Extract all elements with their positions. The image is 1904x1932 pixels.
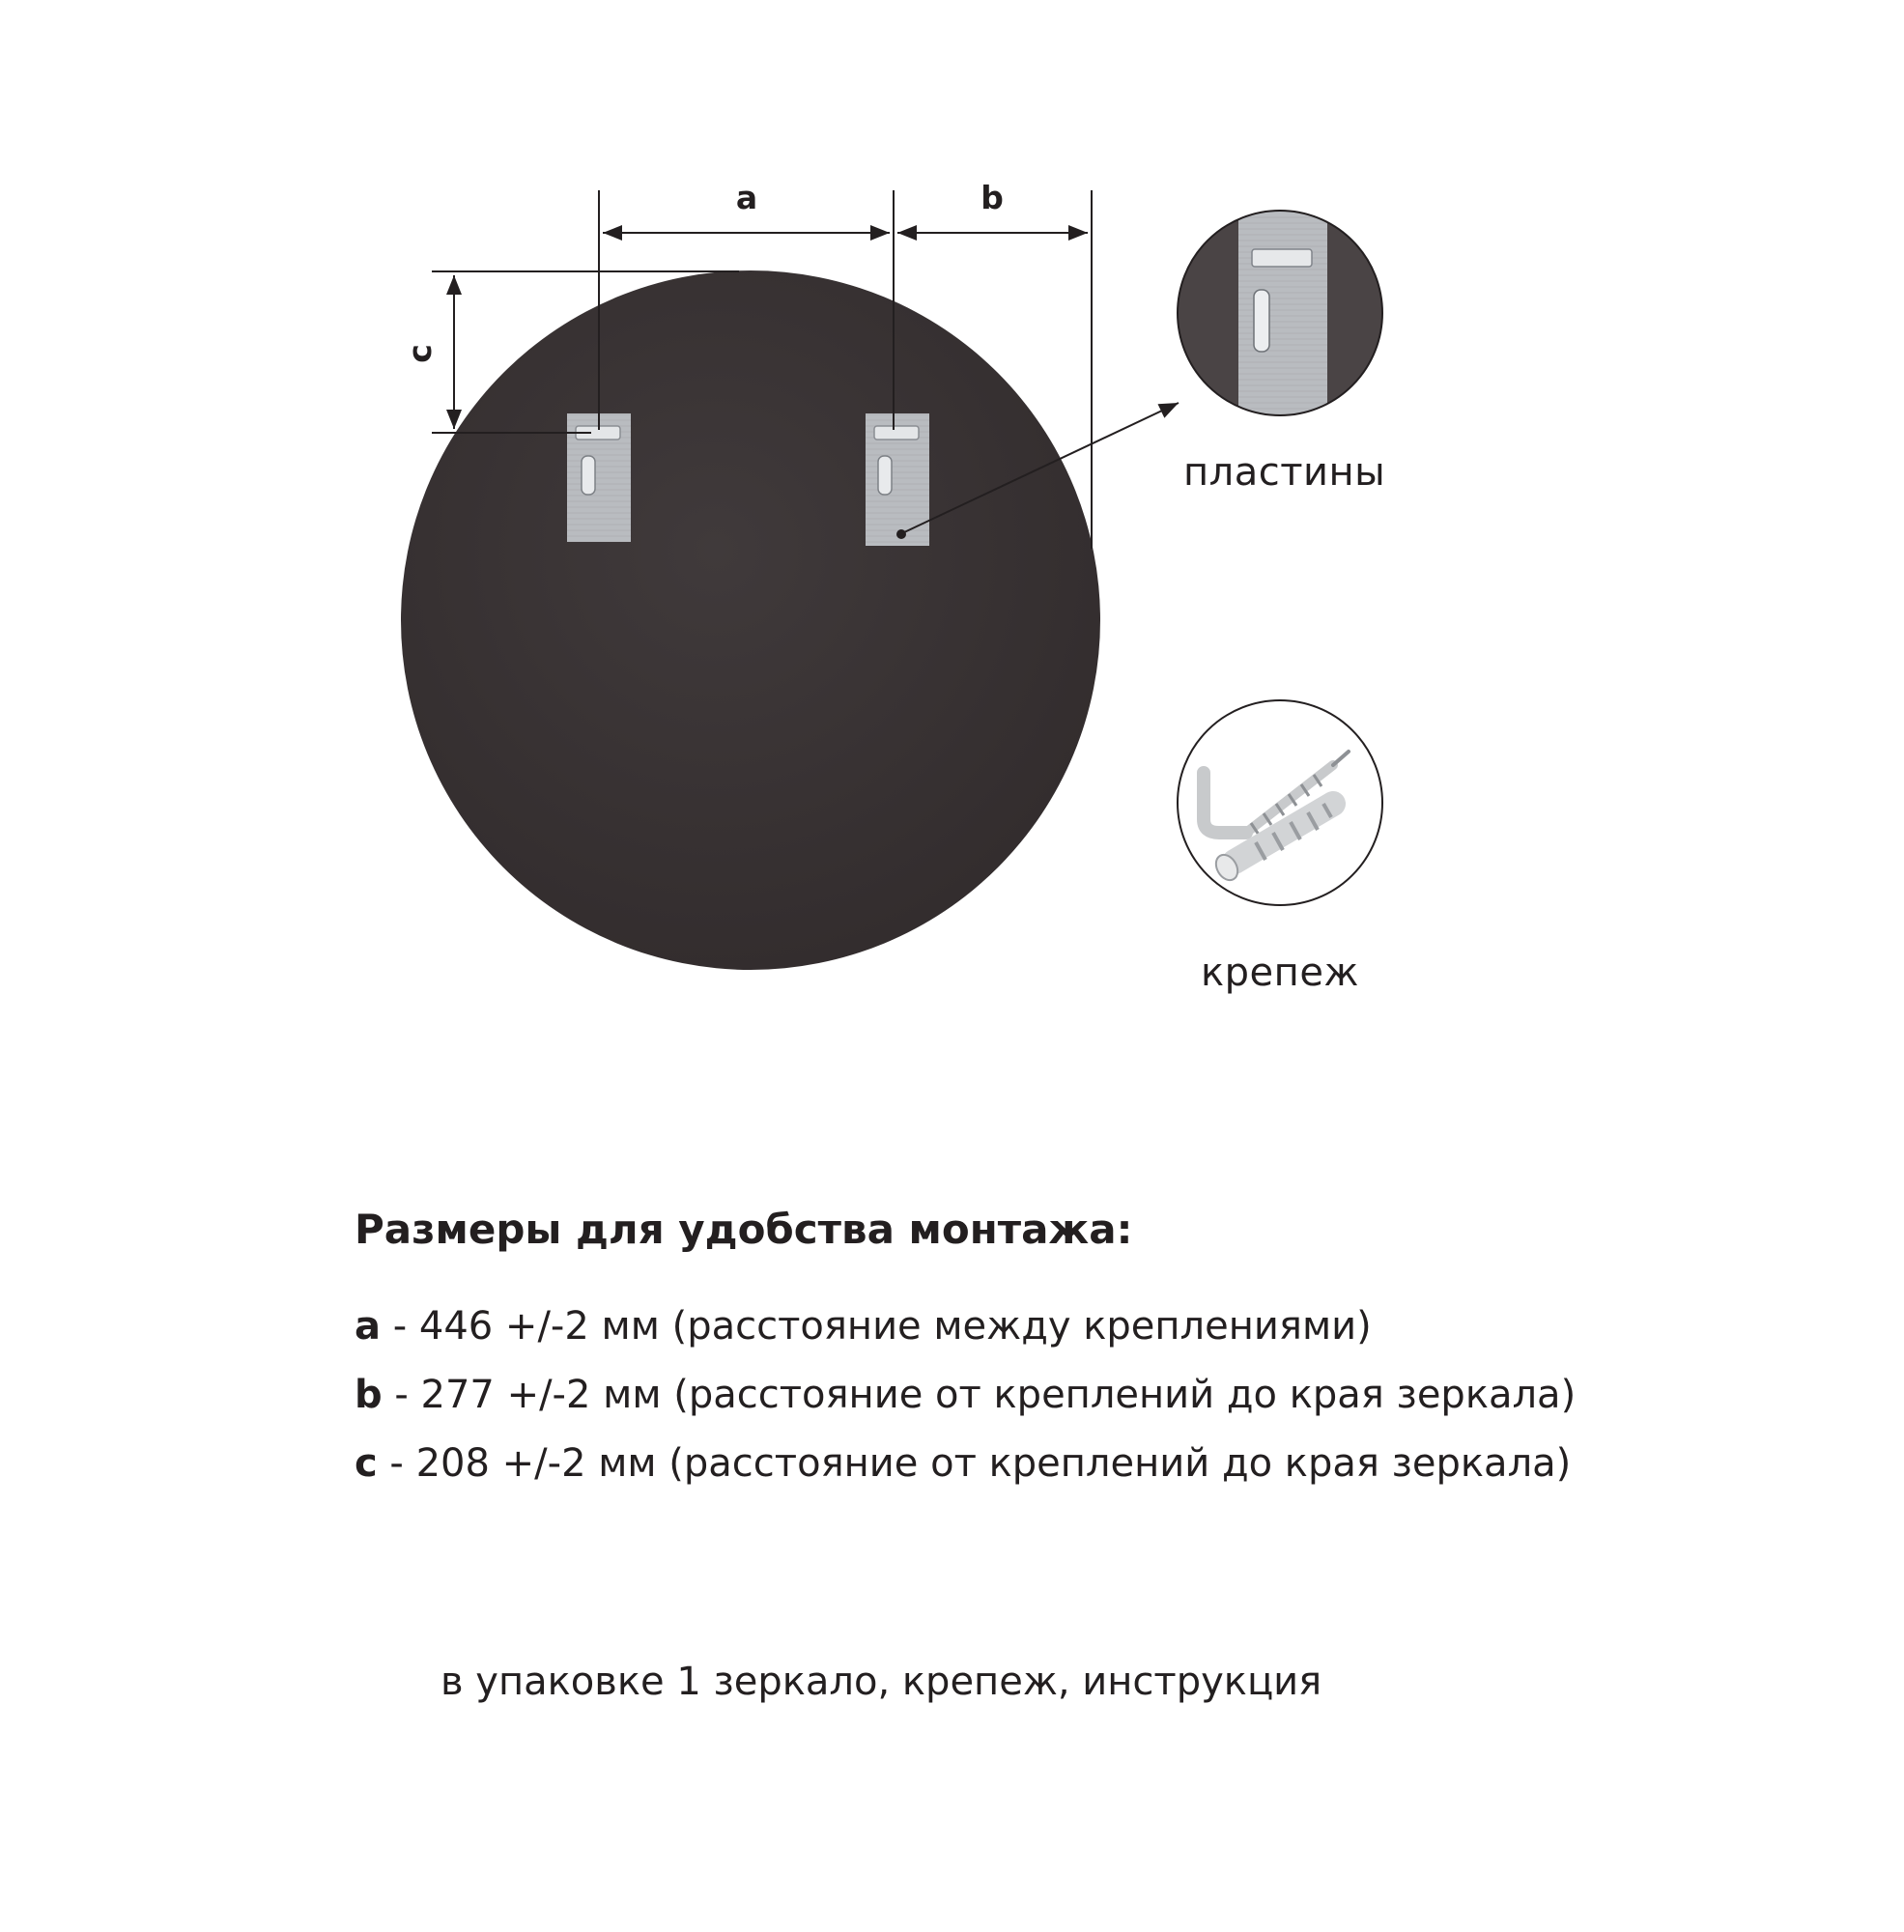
spec-b-text: - 277 +/-2 мм (расстояние от креплений до края зеркала)	[382, 1373, 1577, 1417]
plates-caption: пластины	[1183, 450, 1386, 495]
spec-b-letter: b	[355, 1373, 383, 1417]
spec-c-text: - 208 +/-2 мм (расстояние от креплений до края зеркала)	[377, 1441, 1572, 1486]
spec-a-text: - 446 +/-2 мм (расстояние между креплениями)	[381, 1304, 1372, 1349]
round-mirror	[401, 270, 1100, 970]
fasteners-detail-image	[1178, 700, 1382, 905]
dimension-a-label: a	[735, 179, 758, 216]
spec-c-letter: c	[355, 1441, 378, 1486]
spec-b	[355, 1373, 1576, 1417]
package-contents-note: в упаковке 1 зеркало, крепеж, инструкция	[440, 1660, 1322, 1704]
plate-detail-image	[1178, 193, 1382, 444]
specs-heading: Размеры для удобства монтажа:	[355, 1206, 1133, 1253]
spec-c	[355, 1441, 1571, 1486]
spec-a-letter: a	[355, 1304, 381, 1349]
dimension-b-label: b	[980, 179, 1004, 216]
dimension-c-label: c	[401, 344, 439, 363]
fasteners-caption: крепеж	[1201, 951, 1359, 995]
spec-a	[355, 1304, 1372, 1349]
